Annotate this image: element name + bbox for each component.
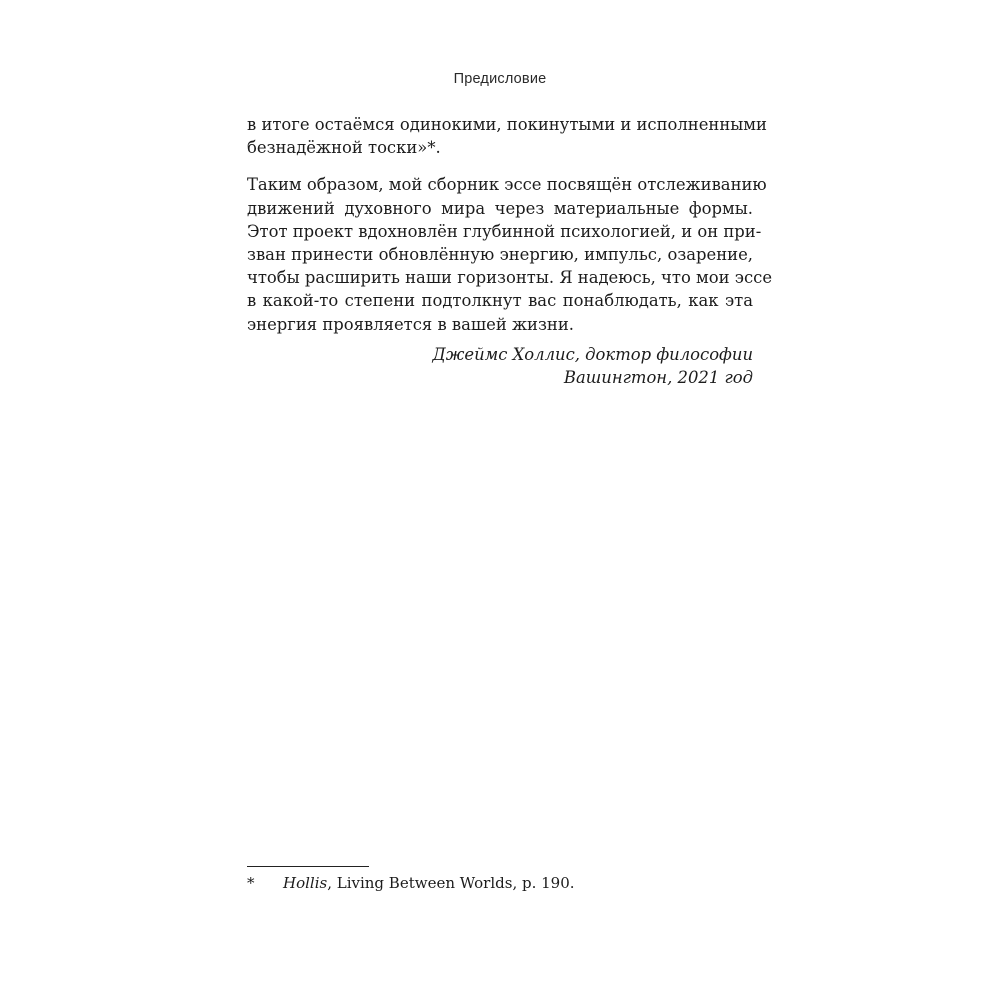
text-line: Таким образом, мой сборник эссе посвящён отслеживанию — [247, 175, 767, 195]
running-head: Предисловие — [453, 71, 547, 87]
body-text — [247, 113, 773, 389]
text-line: Этот проект вдохновлён глубинной психологией, и он при- — [247, 221, 762, 241]
text-line: энергия проявляется в вашей жизни. — [247, 314, 574, 334]
footnote-author: Hollis — [283, 874, 328, 892]
paragraph-gap — [247, 159, 753, 173]
footnote — [247, 873, 753, 893]
paragraph-1 — [247, 113, 767, 159]
text-line: безнадёжной тоски»*. — [247, 138, 441, 158]
footnote-citation: , Living Between Worlds, p. 190. — [327, 874, 575, 892]
paragraph-2 — [247, 173, 773, 335]
text-line: зван принести обновлённую энергию, импульс, озарение, — [247, 245, 753, 265]
signature-gap — [247, 336, 753, 343]
text-line: в итоге остаёмся одинокими, покинутыми и исполненными — [247, 115, 767, 134]
footnote-marker: * — [247, 874, 255, 892]
text-line: в какой-то степени подтолкнут вас понаблюдать, как эта — [247, 291, 753, 311]
signature-place-date: Вашингтон, 2021 год — [563, 368, 753, 388]
signature-author: Джеймс Холлис, доктор философии — [432, 344, 753, 364]
text-line: движений духовного мира через материальные формы. — [247, 198, 753, 218]
footnote-rule — [247, 866, 369, 867]
text-line: чтобы расширить наши горизонты. Я надеюсь, что мои эссе — [247, 268, 773, 288]
